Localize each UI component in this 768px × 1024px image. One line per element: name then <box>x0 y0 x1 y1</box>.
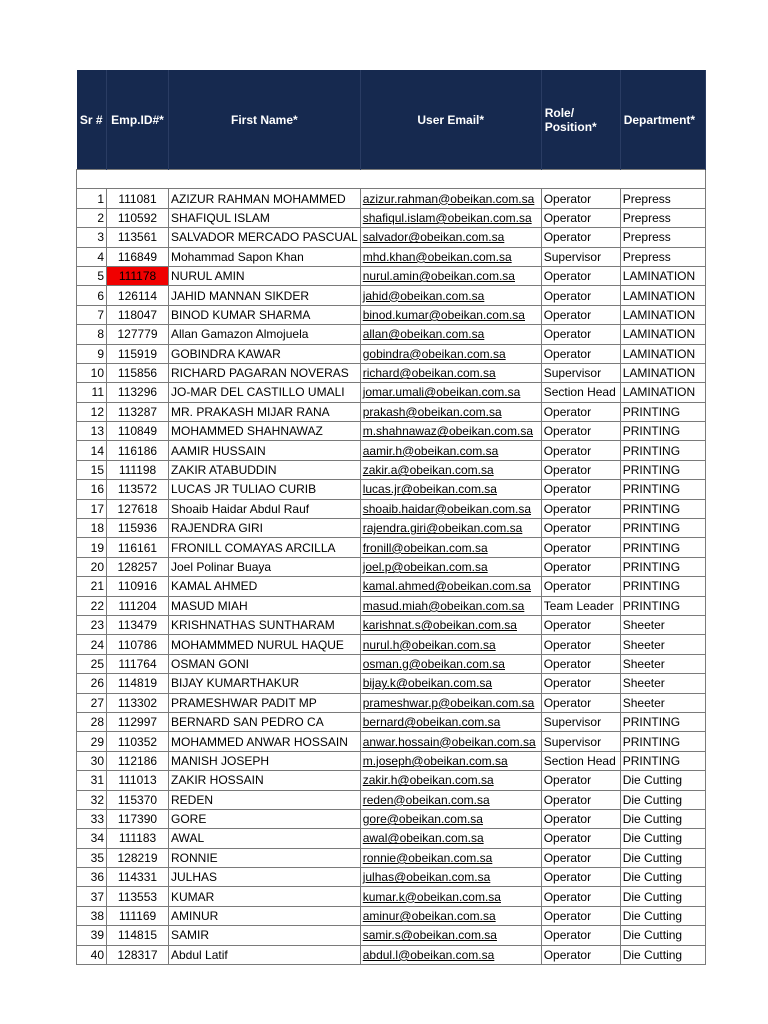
cell-first-name: RAJENDRA GIRI <box>169 519 361 538</box>
cell-emp-id: 111013 <box>107 771 169 790</box>
table-row[interactable] <box>77 383 706 402</box>
cell-user-email[interactable]: nurul.h@obeikan.com.sa <box>360 635 541 654</box>
header-department[interactable]: Department* <box>620 70 705 170</box>
cell-first-name: Abdul Latif <box>169 945 361 964</box>
cell-first-name: FRONILL COMAYAS ARCILLA <box>169 538 361 557</box>
cell-user-email[interactable]: m.shahnawaz@obeikan.com.sa <box>360 422 541 441</box>
cell-first-name: AZIZUR RAHMAN MOHAMMED <box>169 189 361 208</box>
table-row[interactable] <box>77 499 706 518</box>
cell-emp-id: 115919 <box>107 344 169 363</box>
cell-emp-id: 127779 <box>107 325 169 344</box>
cell-emp-id: 115370 <box>107 790 169 809</box>
cell-role: Operator <box>541 344 620 363</box>
cell-department: PRINTING <box>620 557 705 576</box>
cell-sr: 15 <box>77 460 107 479</box>
cell-emp-id: 111204 <box>107 596 169 615</box>
cell-emp-id: 113287 <box>107 402 169 421</box>
cell-first-name: Mohammad Sapon Khan <box>169 247 361 266</box>
cell-first-name: RICHARD PAGARAN NOVERAS <box>169 363 361 382</box>
cell-sr: 18 <box>77 519 107 538</box>
cell-department: PRINTING <box>620 519 705 538</box>
cell-first-name: GORE <box>169 809 361 828</box>
cell-user-email[interactable]: binod.kumar@obeikan.com.sa <box>360 305 541 324</box>
cell-department: Die Cutting <box>620 887 705 906</box>
cell-sr: 34 <box>77 829 107 848</box>
cell-sr: 36 <box>77 868 107 887</box>
cell-role: Operator <box>541 305 620 324</box>
cell-user-email[interactable]: anwar.hossain@obeikan.com.sa <box>360 732 541 751</box>
cell-role: Operator <box>541 615 620 634</box>
cell-first-name: LUCAS JR TULIAO CURIB <box>169 480 361 499</box>
cell-role: Operator <box>541 693 620 712</box>
cell-role: Supervisor <box>541 363 620 382</box>
cell-role: Operator <box>541 674 620 693</box>
cell-department: Die Cutting <box>620 906 705 925</box>
cell-emp-id: 111764 <box>107 654 169 673</box>
cell-emp-id: 112186 <box>107 751 169 770</box>
cell-sr: 14 <box>77 441 107 460</box>
cell-sr: 26 <box>77 674 107 693</box>
cell-emp-id: 113561 <box>107 228 169 247</box>
cell-user-email[interactable]: jomar.umali@obeikan.com.sa <box>360 383 541 402</box>
table-row[interactable] <box>77 926 706 945</box>
table-row[interactable] <box>77 538 706 557</box>
header-sr[interactable]: Sr # <box>77 70 107 170</box>
cell-sr: 21 <box>77 577 107 596</box>
cell-sr: 28 <box>77 712 107 731</box>
table-row[interactable] <box>77 906 706 925</box>
table-row[interactable] <box>77 557 706 576</box>
cell-role: Operator <box>541 499 620 518</box>
cell-first-name: Joel Polinar Buaya <box>169 557 361 576</box>
table-row[interactable] <box>77 189 706 208</box>
cell-role: Operator <box>541 926 620 945</box>
cell-first-name: OSMAN GONI <box>169 654 361 673</box>
cell-emp-id: 114819 <box>107 674 169 693</box>
cell-user-email[interactable]: shoaib.haidar@obeikan.com.sa <box>360 499 541 518</box>
cell-department: Prepress <box>620 228 705 247</box>
cell-user-email[interactable]: rajendra.giri@obeikan.com.sa <box>360 519 541 538</box>
cell-emp-id: 111198 <box>107 460 169 479</box>
cell-sr: 38 <box>77 906 107 925</box>
table-row[interactable] <box>77 829 706 848</box>
cell-user-email[interactable]: abdul.l@obeikan.com.sa <box>360 945 541 964</box>
cell-role: Operator <box>541 422 620 441</box>
cell-emp-id: 116161 <box>107 538 169 557</box>
cell-role: Operator <box>541 557 620 576</box>
cell-emp-id: 128317 <box>107 945 169 964</box>
cell-user-email[interactable]: shafiqul.islam@obeikan.com.sa <box>360 208 541 227</box>
cell-department: LAMINATION <box>620 286 705 305</box>
cell-first-name: GOBINDRA KAWAR <box>169 344 361 363</box>
cell-role: Operator <box>541 771 620 790</box>
cell-user-email[interactable]: aminur@obeikan.com.sa <box>360 906 541 925</box>
cell-user-email[interactable]: ronnie@obeikan.com.sa <box>360 848 541 867</box>
table-row[interactable] <box>77 460 706 479</box>
cell-emp-id: 113479 <box>107 615 169 634</box>
cell-user-email[interactable]: zakir.h@obeikan.com.sa <box>360 771 541 790</box>
cell-department: PRINTING <box>620 499 705 518</box>
cell-department: PRINTING <box>620 732 705 751</box>
cell-department: LAMINATION <box>620 325 705 344</box>
cell-department: Prepress <box>620 208 705 227</box>
cell-user-email[interactable]: kumar.k@obeikan.com.sa <box>360 887 541 906</box>
table-row[interactable] <box>77 868 706 887</box>
cell-department: Sheeter <box>620 693 705 712</box>
table-row[interactable] <box>77 693 706 712</box>
cell-sr: 37 <box>77 887 107 906</box>
cell-emp-id: 111169 <box>107 906 169 925</box>
cell-emp-id: 115856 <box>107 363 169 382</box>
cell-user-email[interactable]: m.joseph@obeikan.com.sa <box>360 751 541 770</box>
header-role[interactable] <box>541 70 620 170</box>
cell-sr: 29 <box>77 732 107 751</box>
cell-role: Operator <box>541 441 620 460</box>
cell-sr: 31 <box>77 771 107 790</box>
cell-first-name: MOHAMMED SHAHNAWAZ <box>169 422 361 441</box>
cell-sr: 17 <box>77 499 107 518</box>
cell-sr: 13 <box>77 422 107 441</box>
cell-sr: 33 <box>77 809 107 828</box>
cell-department: LAMINATION <box>620 383 705 402</box>
cell-role: Section Head <box>541 383 620 402</box>
cell-emp-id: 127618 <box>107 499 169 518</box>
table-row[interactable] <box>77 344 706 363</box>
cell-department: PRINTING <box>620 422 705 441</box>
cell-department: Sheeter <box>620 654 705 673</box>
cell-first-name: KRISHNATHAS SUNTHARAM <box>169 615 361 634</box>
header-row <box>77 70 706 170</box>
cell-sr: 25 <box>77 654 107 673</box>
cell-user-email[interactable]: salvador@obeikan.com.sa <box>360 228 541 247</box>
cell-user-email[interactable]: prakash@obeikan.com.sa <box>360 402 541 421</box>
cell-department: LAMINATION <box>620 344 705 363</box>
table-row[interactable] <box>77 247 706 266</box>
cell-first-name: Allan Gamazon Almojuela <box>169 325 361 344</box>
cell-sr: 8 <box>77 325 107 344</box>
cell-first-name: Shoaib Haidar Abdul Rauf <box>169 499 361 518</box>
cell-department: PRINTING <box>620 577 705 596</box>
cell-user-email[interactable]: osman.g@obeikan.com.sa <box>360 654 541 673</box>
header-emp-id[interactable]: Emp.ID#* <box>107 70 169 170</box>
cell-first-name: REDEN <box>169 790 361 809</box>
cell-sr: 6 <box>77 286 107 305</box>
cell-emp-id: 128257 <box>107 557 169 576</box>
cell-department: PRINTING <box>620 538 705 557</box>
header-user-email[interactable]: User Email* <box>360 70 541 170</box>
cell-emp-id: 113296 <box>107 383 169 402</box>
cell-user-email[interactable]: bernard@obeikan.com.sa <box>360 712 541 731</box>
cell-role: Operator <box>541 945 620 964</box>
cell-department: Sheeter <box>620 615 705 634</box>
cell-user-email[interactable]: zakir.a@obeikan.com.sa <box>360 460 541 479</box>
table-row[interactable] <box>77 266 706 285</box>
cell-first-name: BIJAY KUMARTHAKUR <box>169 674 361 693</box>
cell-role: Operator <box>541 577 620 596</box>
cell-first-name: MANISH JOSEPH <box>169 751 361 770</box>
cell-user-email[interactable]: reden@obeikan.com.sa <box>360 790 541 809</box>
table-row[interactable] <box>77 208 706 227</box>
cell-role: Operator <box>541 519 620 538</box>
table-row[interactable] <box>77 848 706 867</box>
table-row[interactable] <box>77 945 706 964</box>
cell-first-name: JULHAS <box>169 868 361 887</box>
cell-department: PRINTING <box>620 460 705 479</box>
cell-sr: 5 <box>77 266 107 285</box>
cell-role: Operator <box>541 208 620 227</box>
cell-sr: 16 <box>77 480 107 499</box>
cell-role: Operator <box>541 829 620 848</box>
cell-user-email[interactable]: julhas@obeikan.com.sa <box>360 868 541 887</box>
table-row[interactable] <box>77 751 706 770</box>
cell-role: Operator <box>541 325 620 344</box>
cell-department: Sheeter <box>620 635 705 654</box>
table-row[interactable] <box>77 771 706 790</box>
cell-sr: 9 <box>77 344 107 363</box>
cell-emp-id: 115936 <box>107 519 169 538</box>
header-role-text: Role/ Position* <box>544 105 597 134</box>
cell-first-name: ZAKIR HOSSAIN <box>169 771 361 790</box>
cell-first-name: NURUL AMIN <box>169 266 361 285</box>
cell-user-email[interactable]: jahid@obeikan.com.sa <box>360 286 541 305</box>
cell-sr: 1 <box>77 189 107 208</box>
cell-user-email[interactable]: fronill@obeikan.com.sa <box>360 538 541 557</box>
cell-sr: 19 <box>77 538 107 557</box>
table-body <box>77 170 706 965</box>
table-row[interactable] <box>77 519 706 538</box>
cell-first-name: RONNIE <box>169 848 361 867</box>
cell-user-email[interactable]: richard@obeikan.com.sa <box>360 363 541 382</box>
cell-user-email[interactable]: karishnat.s@obeikan.com.sa <box>360 615 541 634</box>
cell-department: Die Cutting <box>620 926 705 945</box>
table-row[interactable] <box>77 674 706 693</box>
cell-user-email[interactable]: aamir.h@obeikan.com.sa <box>360 441 541 460</box>
cell-emp-id: 110592 <box>107 208 169 227</box>
cell-role: Operator <box>541 654 620 673</box>
cell-role: Operator <box>541 906 620 925</box>
cell-department: LAMINATION <box>620 305 705 324</box>
cell-emp-id: 110786 <box>107 635 169 654</box>
cell-role: Operator <box>541 460 620 479</box>
cell-sr: 11 <box>77 383 107 402</box>
table-row[interactable] <box>77 635 706 654</box>
cell-user-email[interactable]: gore@obeikan.com.sa <box>360 809 541 828</box>
cell-role: Operator <box>541 868 620 887</box>
cell-emp-id: 110849 <box>107 422 169 441</box>
cell-first-name: AMINUR <box>169 906 361 925</box>
table-row[interactable] <box>77 577 706 596</box>
cell-emp-id: 114331 <box>107 868 169 887</box>
cell-department: LAMINATION <box>620 266 705 285</box>
cell-sr: 39 <box>77 926 107 945</box>
cell-department: Die Cutting <box>620 829 705 848</box>
cell-department: Die Cutting <box>620 790 705 809</box>
cell-role: Operator <box>541 635 620 654</box>
cell-sr: 12 <box>77 402 107 421</box>
cell-role: Operator <box>541 189 620 208</box>
cell-sr: 23 <box>77 615 107 634</box>
cell-first-name: MOHAMMMED NURUL HAQUE <box>169 635 361 654</box>
spacer-cell <box>77 170 706 189</box>
cell-first-name: PRAMESHWAR PADIT MP <box>169 693 361 712</box>
cell-first-name: ZAKIR ATABUDDIN <box>169 460 361 479</box>
table-row[interactable] <box>77 305 706 324</box>
cell-role: Operator <box>541 480 620 499</box>
table-row[interactable] <box>77 422 706 441</box>
cell-sr: 10 <box>77 363 107 382</box>
cell-department: Die Cutting <box>620 771 705 790</box>
cell-emp-id: 117390 <box>107 809 169 828</box>
cell-role: Operator <box>541 848 620 867</box>
cell-department: Die Cutting <box>620 945 705 964</box>
cell-emp-id: 116186 <box>107 441 169 460</box>
cell-department: Die Cutting <box>620 809 705 828</box>
cell-emp-id: 128219 <box>107 848 169 867</box>
cell-first-name: JO-MAR DEL CASTILLO UMALI <box>169 383 361 402</box>
table-row[interactable] <box>77 363 706 382</box>
cell-user-email[interactable]: bijay.k@obeikan.com.sa <box>360 674 541 693</box>
table-row[interactable] <box>77 712 706 731</box>
cell-emp-id: 116849 <box>107 247 169 266</box>
cell-department: Die Cutting <box>620 848 705 867</box>
table-row[interactable] <box>77 480 706 499</box>
cell-role: Operator <box>541 228 620 247</box>
cell-first-name: BERNARD SAN PEDRO CA <box>169 712 361 731</box>
cell-role: Operator <box>541 809 620 828</box>
cell-emp-id: 118047 <box>107 305 169 324</box>
cell-emp-id: 126114 <box>107 286 169 305</box>
cell-role: Supervisor <box>541 732 620 751</box>
cell-first-name: SHAFIQUL ISLAM <box>169 208 361 227</box>
cell-role: Operator <box>541 402 620 421</box>
cell-sr: 32 <box>77 790 107 809</box>
cell-sr: 35 <box>77 848 107 867</box>
cell-emp-id: 111183 <box>107 829 169 848</box>
table-row[interactable] <box>77 615 706 634</box>
cell-user-email[interactable]: prameshwar.p@obeikan.com.sa <box>360 693 541 712</box>
cell-department: Sheeter <box>620 674 705 693</box>
cell-sr: 7 <box>77 305 107 324</box>
cell-sr: 24 <box>77 635 107 654</box>
cell-first-name: MASUD MIAH <box>169 596 361 615</box>
employee-table <box>76 70 706 965</box>
cell-user-email[interactable]: masud.miah@obeikan.com.sa <box>360 596 541 615</box>
cell-sr: 3 <box>77 228 107 247</box>
cell-first-name: MOHAMMED ANWAR HOSSAIN <box>169 732 361 751</box>
table-row[interactable] <box>77 596 706 615</box>
cell-role: Operator <box>541 266 620 285</box>
cell-role: Operator <box>541 538 620 557</box>
cell-user-email[interactable]: nurul.amin@obeikan.com.sa <box>360 266 541 285</box>
cell-department: PRINTING <box>620 712 705 731</box>
cell-emp-id: 112997 <box>107 712 169 731</box>
cell-emp-id: 113302 <box>107 693 169 712</box>
cell-user-email[interactable]: awal@obeikan.com.sa <box>360 829 541 848</box>
table-row[interactable] <box>77 441 706 460</box>
cell-emp-id: 110352 <box>107 732 169 751</box>
cell-department: Prepress <box>620 247 705 266</box>
cell-role: Supervisor <box>541 247 620 266</box>
table-row[interactable] <box>77 809 706 828</box>
cell-role: Team Leader <box>541 596 620 615</box>
cell-role: Supervisor <box>541 712 620 731</box>
cell-role: Operator <box>541 887 620 906</box>
table-row[interactable] <box>77 732 706 751</box>
cell-first-name: AWAL <box>169 829 361 848</box>
table-row[interactable] <box>77 887 706 906</box>
cell-first-name: SALVADOR MERCADO PASCUAL <box>169 228 361 247</box>
spacer-row <box>77 170 706 189</box>
cell-user-email[interactable]: allan@obeikan.com.sa <box>360 325 541 344</box>
table-row[interactable] <box>77 654 706 673</box>
cell-emp-id: 113572 <box>107 480 169 499</box>
table-row[interactable] <box>77 286 706 305</box>
cell-emp-id: 111178 <box>107 266 169 285</box>
cell-emp-id: 113553 <box>107 887 169 906</box>
cell-sr: 40 <box>77 945 107 964</box>
table-row[interactable] <box>77 402 706 421</box>
cell-user-email[interactable]: lucas.jr@obeikan.com.sa <box>360 480 541 499</box>
cell-sr: 20 <box>77 557 107 576</box>
cell-user-email[interactable]: samir.s@obeikan.com.sa <box>360 926 541 945</box>
cell-role: Section Head <box>541 751 620 770</box>
cell-first-name: AAMIR HUSSAIN <box>169 441 361 460</box>
cell-department: Prepress <box>620 189 705 208</box>
cell-sr: 2 <box>77 208 107 227</box>
cell-first-name: BINOD KUMAR SHARMA <box>169 305 361 324</box>
cell-role: Operator <box>541 790 620 809</box>
table-row[interactable] <box>77 325 706 344</box>
header-first-name[interactable]: First Name* <box>169 70 361 170</box>
cell-emp-id: 110916 <box>107 577 169 596</box>
table-row[interactable] <box>77 228 706 247</box>
cell-sr: 27 <box>77 693 107 712</box>
cell-sr: 30 <box>77 751 107 770</box>
cell-department: PRINTING <box>620 441 705 460</box>
cell-role: Operator <box>541 286 620 305</box>
cell-user-email[interactable]: kamal.ahmed@obeikan.com.sa <box>360 577 541 596</box>
cell-department: PRINTING <box>620 402 705 421</box>
cell-first-name: KAMAL AHMED <box>169 577 361 596</box>
cell-emp-id: 111081 <box>107 189 169 208</box>
cell-emp-id: 114815 <box>107 926 169 945</box>
cell-first-name: SAMIR <box>169 926 361 945</box>
cell-department: PRINTING <box>620 480 705 499</box>
cell-sr: 22 <box>77 596 107 615</box>
cell-department: LAMINATION <box>620 363 705 382</box>
cell-user-email[interactable]: joel.p@obeikan.com.sa <box>360 557 541 576</box>
cell-department: PRINTING <box>620 751 705 770</box>
cell-first-name: MR. PRAKASH MIJAR RANA <box>169 402 361 421</box>
cell-department: Die Cutting <box>620 868 705 887</box>
cell-sr: 4 <box>77 247 107 266</box>
cell-user-email[interactable]: azizur.rahman@obeikan.com.sa <box>360 189 541 208</box>
cell-user-email[interactable]: mhd.khan@obeikan.com.sa <box>360 247 541 266</box>
cell-first-name: JAHID MANNAN SIKDER <box>169 286 361 305</box>
cell-user-email[interactable]: gobindra@obeikan.com.sa <box>360 344 541 363</box>
cell-department: PRINTING <box>620 596 705 615</box>
table-row[interactable] <box>77 790 706 809</box>
cell-first-name: KUMAR <box>169 887 361 906</box>
